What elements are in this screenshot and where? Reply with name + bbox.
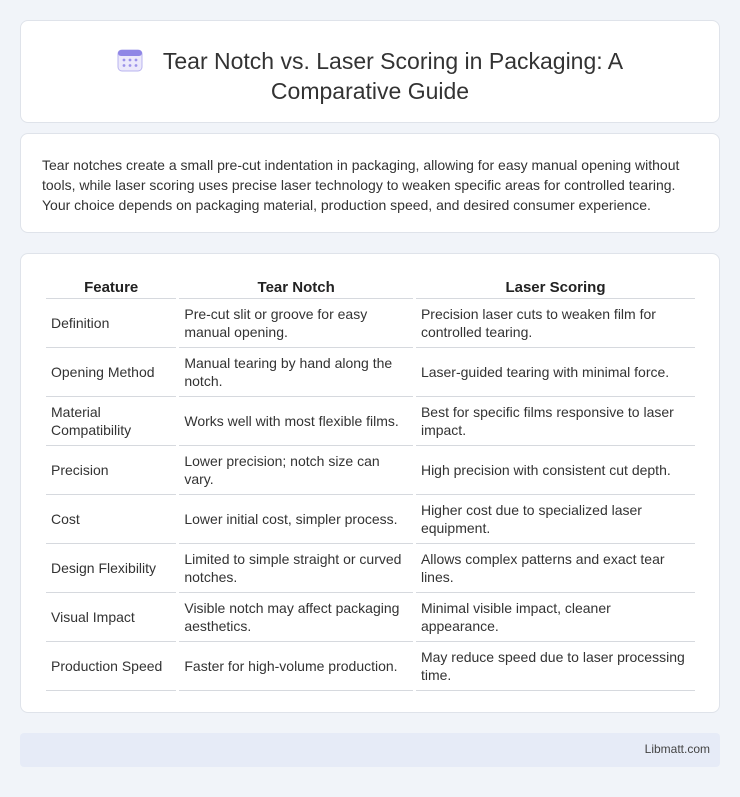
header-tear-notch: Tear Notch — [179, 274, 413, 299]
footer-brand: Libmatt.com — [644, 742, 710, 756]
cell-tear-notch: Faster for high-volume production. — [179, 642, 413, 691]
cell-feature: Design Flexibility — [46, 544, 176, 593]
cell-tear-notch: Visible notch may affect packaging aesthetics. — [179, 593, 413, 642]
cell-laser-scoring: Best for specific films responsive to laser impact. — [416, 397, 695, 446]
calendar-icon — [117, 48, 143, 72]
table-row — [46, 642, 695, 691]
cell-feature: Cost — [46, 495, 176, 544]
cell-tear-notch: Works well with most flexible films. — [179, 397, 413, 446]
table-row — [46, 593, 695, 642]
cell-laser-scoring: Minimal visible impact, cleaner appearance. — [416, 593, 695, 642]
table-row — [46, 299, 695, 348]
cell-laser-scoring: Allows complex patterns and exact tear lines. — [416, 544, 695, 593]
cell-tear-notch: Manual tearing by hand along the notch. — [179, 348, 413, 397]
cell-tear-notch: Lower initial cost, simpler process. — [179, 495, 413, 544]
comparison-table — [43, 274, 698, 691]
title-line-1: Tear Notch vs. Laser Scoring in Packaging: A — [162, 48, 624, 74]
cell-tear-notch: Pre-cut slit or groove for easy manual opening. — [179, 299, 413, 348]
summary-text: Tear notches create a small pre-cut indentation in packaging, allowing for easy manual opening without tools, while laser scoring uses precise laser technology to weaken specific areas for controlled tearing. Your choice depends on packaging material, production speed, and desired consumer experience. — [42, 157, 680, 213]
cell-feature: Material Compatibility — [46, 397, 176, 446]
cell-feature: Visual Impact — [46, 593, 176, 642]
cell-laser-scoring: Higher cost due to specialized laser equipment. — [416, 495, 695, 544]
cell-feature: Precision — [46, 446, 176, 495]
header-feature: Feature — [46, 274, 176, 299]
footer — [20, 733, 720, 767]
table-header-row — [46, 274, 695, 299]
cell-feature: Production Speed — [46, 642, 176, 691]
table-row — [46, 544, 695, 593]
title-card — [20, 20, 720, 123]
cell-feature: Opening Method — [46, 348, 176, 397]
table-row — [46, 348, 695, 397]
comparison-card — [20, 253, 720, 713]
table-row — [46, 495, 695, 544]
header-laser-scoring: Laser Scoring — [416, 274, 695, 299]
cell-laser-scoring: Laser-guided tearing with minimal force. — [416, 348, 695, 397]
table-row — [46, 446, 695, 495]
cell-laser-scoring: High precision with consistent cut depth. — [416, 446, 695, 495]
cell-laser-scoring: Precision laser cuts to weaken film for controlled tearing. — [416, 299, 695, 348]
summary-card — [20, 133, 720, 233]
cell-tear-notch: Lower precision; notch size can vary. — [179, 446, 413, 495]
page-title — [21, 46, 719, 106]
cell-laser-scoring: May reduce speed due to laser processing time. — [416, 642, 695, 691]
cell-feature: Definition — [46, 299, 176, 348]
title-line-2: Comparative Guide — [270, 78, 470, 104]
table-row — [46, 397, 695, 446]
cell-tear-notch: Limited to simple straight or curved notches. — [179, 544, 413, 593]
